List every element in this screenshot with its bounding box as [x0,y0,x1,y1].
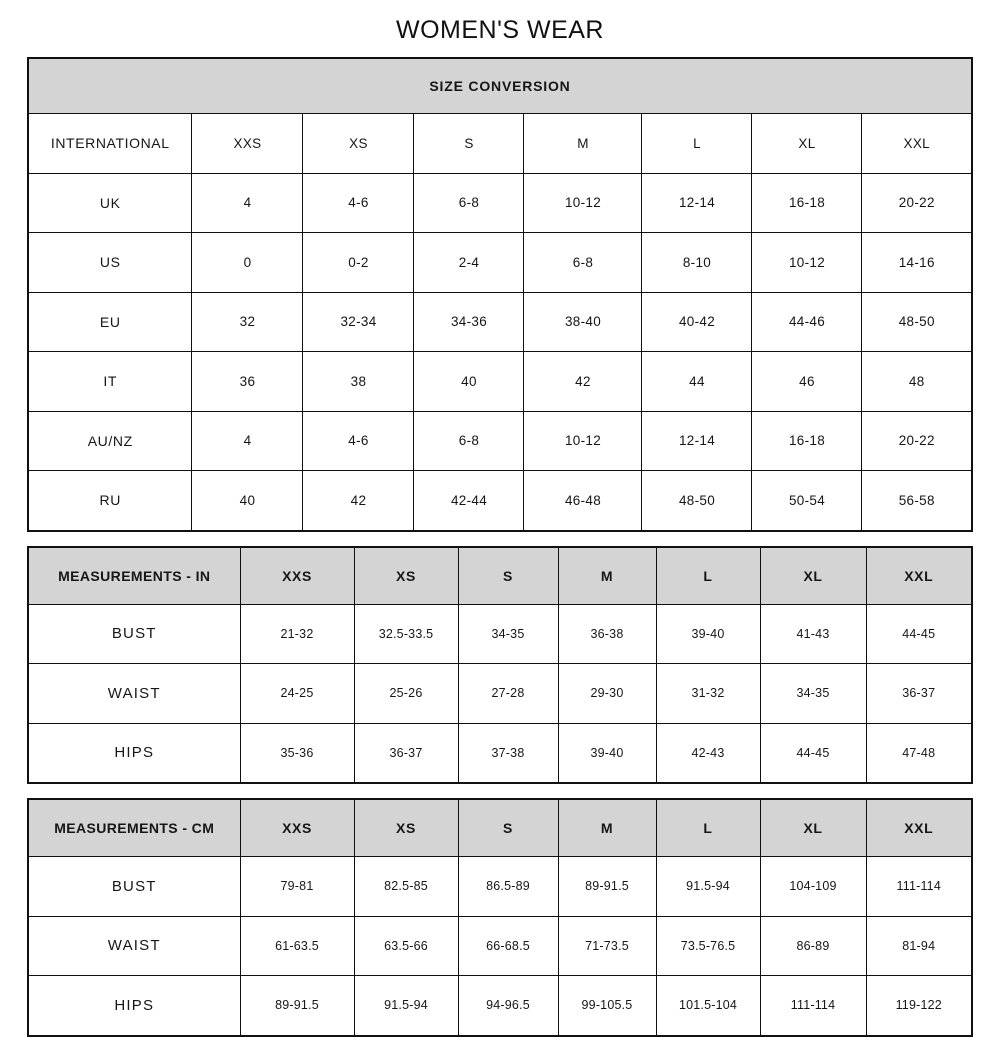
header-cell-cm-m: M [558,799,656,857]
cell-ru-s: 42-44 [414,471,524,531]
header-cell-m: M [524,114,642,174]
table-row [28,471,972,531]
cell-cm-bust-xs: 82.5-85 [354,857,458,917]
cell-cm-bust-xl: 104-109 [760,857,866,917]
cell-aunz-xl: 16-18 [752,411,862,471]
table-row [28,352,972,412]
cell-cm-waist-xl: 86-89 [760,916,866,976]
cell-in-bust-xxs: 21-32 [240,604,354,664]
header-cell-international: INTERNATIONAL [28,114,192,174]
row-label-ru: RU [28,471,192,531]
cell-in-hips-xs: 36-37 [354,723,458,783]
table-row [28,664,972,724]
cell-eu-l: 40-42 [642,292,752,352]
header-cell-cm-xxl: XXL [866,799,972,857]
row-label-cm-bust: BUST [28,857,240,917]
table-row [28,857,972,917]
row-label-aunz: AU/NZ [28,411,192,471]
size-conversion-header-row [28,114,972,174]
cell-it-xxs: 36 [192,352,303,412]
cell-in-hips-xl: 44-45 [760,723,866,783]
cell-us-xs: 0-2 [303,233,414,293]
cell-cm-waist-xs: 63.5-66 [354,916,458,976]
row-label-it: IT [28,352,192,412]
cell-us-xxs: 0 [192,233,303,293]
table-row [28,916,972,976]
cell-ru-xxl: 56-58 [862,471,972,531]
row-label-cm-hips: HIPS [28,976,240,1036]
cell-it-m: 42 [524,352,642,412]
cell-aunz-s: 6-8 [414,411,524,471]
cell-uk-l: 12-14 [642,173,752,233]
header-cell-in-xl: XL [760,547,866,605]
cell-in-hips-m: 39-40 [558,723,656,783]
header-cell-cm-l: L [656,799,760,857]
cell-it-xs: 38 [303,352,414,412]
cell-cm-bust-xxs: 79-81 [240,857,354,917]
table-row [28,723,972,783]
table-row [28,233,972,293]
header-cell-in-m: M [558,547,656,605]
header-cell-xl: XL [752,114,862,174]
cell-aunz-l: 12-14 [642,411,752,471]
cell-in-bust-s: 34-35 [458,604,558,664]
cell-cm-hips-l: 101.5-104 [656,976,760,1036]
cell-uk-s: 6-8 [414,173,524,233]
header-cell-in-xxl: XXL [866,547,972,605]
cell-in-waist-l: 31-32 [656,664,760,724]
row-label-in-bust: BUST [28,604,240,664]
cell-cm-hips-m: 99-105.5 [558,976,656,1036]
cell-eu-xxs: 32 [192,292,303,352]
cell-cm-hips-xxl: 119-122 [866,976,972,1036]
cell-in-hips-xxl: 47-48 [866,723,972,783]
row-label-in-hips: HIPS [28,723,240,783]
header-cell-cm-s: S [458,799,558,857]
header-cell-xxl: XXL [862,114,972,174]
row-label-eu: EU [28,292,192,352]
cell-cm-bust-l: 91.5-94 [656,857,760,917]
measurements-cm-table [27,798,973,1037]
cell-eu-xs: 32-34 [303,292,414,352]
cell-it-l: 44 [642,352,752,412]
cell-cm-bust-xxl: 111-114 [866,857,972,917]
cell-cm-bust-m: 89-91.5 [558,857,656,917]
header-cell-measurements-cm: MEASUREMENTS - CM [28,799,240,857]
row-label-us: US [28,233,192,293]
cell-aunz-m: 10-12 [524,411,642,471]
size-conversion-table [27,57,973,532]
cell-it-xl: 46 [752,352,862,412]
table-row [28,604,972,664]
cell-cm-waist-s: 66-68.5 [458,916,558,976]
page-title: WOMEN'S WEAR [396,16,604,44]
header-cell-xxs: XXS [192,114,303,174]
cell-cm-hips-xl: 111-114 [760,976,866,1036]
cell-it-s: 40 [414,352,524,412]
cell-in-hips-l: 42-43 [656,723,760,783]
header-cell-s: S [414,114,524,174]
cell-cm-hips-xxs: 89-91.5 [240,976,354,1036]
cell-us-s: 2-4 [414,233,524,293]
cell-ru-m: 46-48 [524,471,642,531]
cell-eu-m: 38-40 [524,292,642,352]
cell-cm-waist-l: 73.5-76.5 [656,916,760,976]
cell-cm-hips-s: 94-96.5 [458,976,558,1036]
cell-aunz-xxl: 20-22 [862,411,972,471]
cell-us-l: 8-10 [642,233,752,293]
measurements-cm-header-row [28,799,972,857]
header-cell-in-l: L [656,547,760,605]
cell-in-waist-m: 29-30 [558,664,656,724]
cell-cm-waist-m: 71-73.5 [558,916,656,976]
measurements-in-table [27,546,973,785]
cell-uk-xxs: 4 [192,173,303,233]
cell-eu-xl: 44-46 [752,292,862,352]
header-cell-xs: XS [303,114,414,174]
cell-cm-waist-xxl: 81-94 [866,916,972,976]
cell-in-bust-xxl: 44-45 [866,604,972,664]
header-cell-in-s: S [458,547,558,605]
cell-in-hips-s: 37-38 [458,723,558,783]
measurements-in-header-row [28,547,972,605]
cell-aunz-xxs: 4 [192,411,303,471]
header-cell-l: L [642,114,752,174]
cell-in-waist-xl: 34-35 [760,664,866,724]
cell-us-xxl: 14-16 [862,233,972,293]
row-label-in-waist: WAIST [28,664,240,724]
cell-uk-xl: 16-18 [752,173,862,233]
cell-in-waist-xxs: 24-25 [240,664,354,724]
cell-uk-xxl: 20-22 [862,173,972,233]
cell-ru-xl: 50-54 [752,471,862,531]
cell-ru-xs: 42 [303,471,414,531]
cell-ru-l: 48-50 [642,471,752,531]
header-cell-cm-xs: XS [354,799,458,857]
table-row [28,173,972,233]
row-label-cm-waist: WAIST [28,916,240,976]
header-cell-measurements-in: MEASUREMENTS - IN [28,547,240,605]
cell-eu-xxl: 48-50 [862,292,972,352]
cell-it-xxl: 48 [862,352,972,412]
cell-in-bust-xl: 41-43 [760,604,866,664]
cell-ru-xxs: 40 [192,471,303,531]
cell-cm-hips-xs: 91.5-94 [354,976,458,1036]
table-row [28,292,972,352]
cell-eu-s: 34-36 [414,292,524,352]
header-cell-in-xxs: XXS [240,547,354,605]
size-conversion-banner: SIZE CONVERSION [28,58,972,114]
cell-in-bust-l: 39-40 [656,604,760,664]
cell-us-xl: 10-12 [752,233,862,293]
cell-uk-m: 10-12 [524,173,642,233]
cell-in-waist-xxl: 36-37 [866,664,972,724]
cell-us-m: 6-8 [524,233,642,293]
cell-aunz-xs: 4-6 [303,411,414,471]
row-label-uk: UK [28,173,192,233]
cell-cm-waist-xxs: 61-63.5 [240,916,354,976]
cell-in-bust-xs: 32.5-33.5 [354,604,458,664]
cell-in-waist-xs: 25-26 [354,664,458,724]
table-row [28,411,972,471]
table-row [28,976,972,1036]
cell-cm-bust-s: 86.5-89 [458,857,558,917]
header-cell-cm-xxs: XXS [240,799,354,857]
cell-in-waist-s: 27-28 [458,664,558,724]
cell-uk-xs: 4-6 [303,173,414,233]
cell-in-bust-m: 36-38 [558,604,656,664]
header-cell-in-xs: XS [354,547,458,605]
header-cell-cm-xl: XL [760,799,866,857]
size-conversion-banner-row [28,58,972,114]
cell-in-hips-xxs: 35-36 [240,723,354,783]
